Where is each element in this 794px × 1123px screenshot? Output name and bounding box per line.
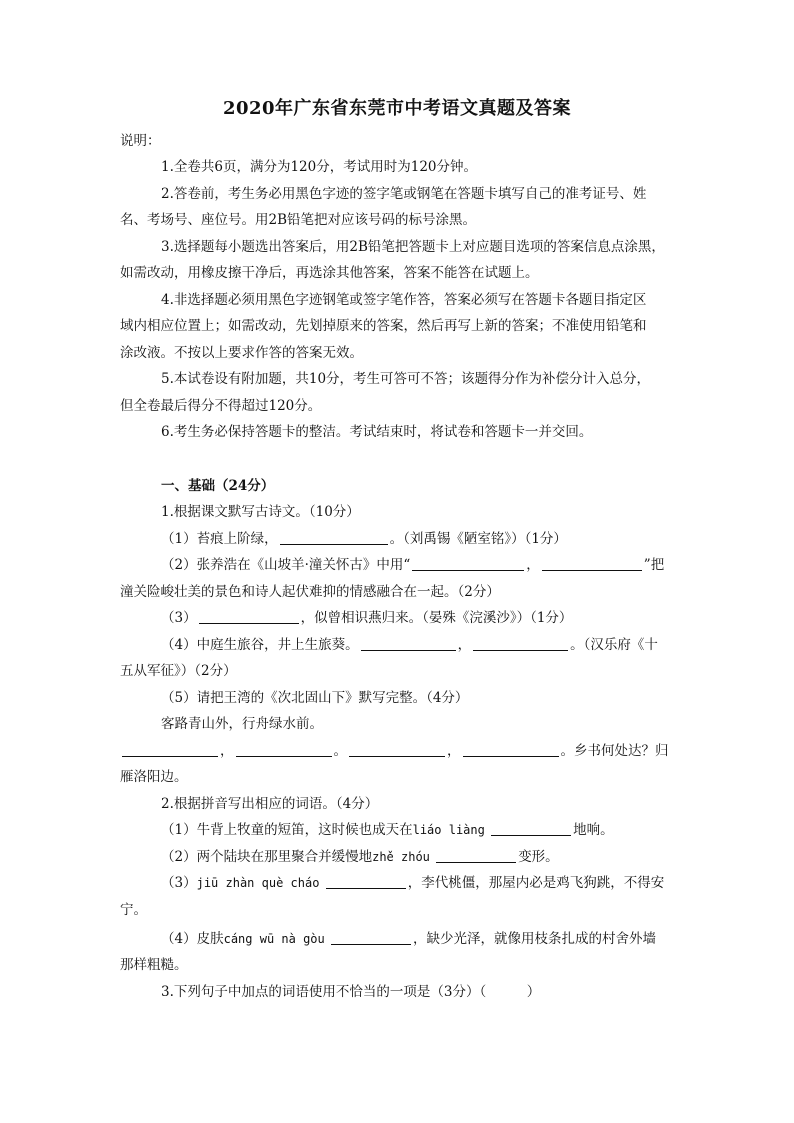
pinyin: liáo liàng — [412, 823, 485, 837]
page-title: 2020年广东省东莞市中考语文真题及答案 — [222, 98, 572, 119]
punct: ， — [457, 637, 472, 653]
intro-line: 1.全卷共6页，满分为120分，考试用时为120分钟。 — [161, 159, 478, 175]
q1-part2-tail: ”把 — [643, 557, 665, 573]
intro-line: 如需改动，用橡皮擦干净后，再选涂其他答案，答案不能答在试题上。 — [120, 265, 539, 281]
punct: ， — [220, 743, 234, 759]
intro-line: 但全卷最后得分不得超过120分。 — [120, 398, 322, 414]
q2-part4 — [161, 929, 674, 949]
question-stem: 1.根据课文默写古诗文。（10分） — [161, 504, 360, 520]
answer-blank[interactable] — [361, 636, 456, 651]
q2-part2 — [161, 847, 674, 867]
answer-blank[interactable] — [280, 530, 388, 545]
q2-part1-text: （1）牛背上牧童的短笛，这时候也成天在 — [161, 822, 413, 838]
q1-part5-blanks — [120, 741, 674, 761]
q2-part3-text: ，李代桃僵，那屋内必是鸡飞狗跳，不得安 — [407, 875, 665, 891]
pinyin: jiū zhàn què cháo — [196, 876, 320, 890]
answer-blank[interactable] — [199, 609, 299, 624]
q2-part2-tail: 变形。 — [518, 849, 559, 865]
intro-line: 名、考场号、座位号。用2B铅笔把对应该号码的标号涂黑。 — [120, 212, 477, 228]
q1-part5-given: 客路青山外，行舟绿水前。 — [161, 716, 323, 732]
q2-part4-tail: ，缺少光泽，就像用枝条扎成的村舍外墙 — [413, 931, 657, 947]
q1-part2 — [161, 555, 674, 575]
answer-blank[interactable] — [236, 742, 332, 757]
pinyin: cáng wū nà gòu — [223, 932, 325, 946]
q1-part3-text: ，似曾相识燕归来。（晏殊《浣溪沙》）（1分） — [300, 610, 573, 626]
question-stem: 2.根据拼音写出相应的词语。（4分） — [161, 796, 379, 812]
answer-blank[interactable] — [331, 930, 411, 945]
answer-blank[interactable] — [473, 636, 568, 651]
q2-part4-text: （4）皮肤 — [161, 931, 224, 947]
answer-blank[interactable] — [412, 556, 524, 571]
punct: ， — [447, 743, 461, 759]
intro-line: 5.本试卷设有附加题，共10分，考生可答可不答；该题得分作为补偿分计入总分， — [161, 371, 651, 387]
intro-heading: 说明： — [120, 133, 161, 149]
intro-line: 4.非选择题必须用黑色字迹钢笔或签字笔作答，答案必须写在答题卡各题目指定区 — [161, 292, 647, 308]
q1-part5: （5）请把王湾的《次北固山下》默写完整。（4分） — [161, 690, 469, 706]
answer-blank[interactable] — [542, 556, 642, 571]
q1-part3-num: （3） — [161, 610, 197, 626]
answer-blank[interactable] — [463, 742, 559, 757]
q1-part4 — [161, 635, 674, 655]
q1-part4-text: （4）中庭生旅谷，井上生旅葵。 — [161, 637, 359, 653]
q2-part4-cont: 那样粗糙。 — [120, 957, 188, 973]
q2-part3 — [161, 873, 674, 893]
q1-part4-source: 。（汉乐府《十 — [570, 637, 658, 653]
question-stem: 3.下列句子中加点的词语使用不恰当的一项是（3分）（ ） — [161, 984, 541, 1000]
q1-part1-source: 。（刘禹锡《陋室铭》）（1分） — [389, 531, 567, 547]
q2-part1-tail: 地响。 — [573, 822, 614, 838]
answer-blank[interactable] — [349, 742, 445, 757]
q2-part3-cont: 宁。 — [120, 902, 147, 918]
intro-line: 6.考生务必保持答题卡的整洁。考试结束时，将试卷和答题卡一并交回。 — [161, 424, 593, 440]
intro-line: 2.答卷前，考生务必用黑色字迹的签字笔或钢笔在答题卡填写自己的准考证号、姓 — [161, 186, 647, 202]
q1-part4-cont: 五从军征》）（2分） — [120, 663, 237, 679]
q1-part1 — [161, 529, 674, 549]
q2-part1 — [161, 820, 674, 840]
intro-line: 3.选择题每小题选出答案后，用2B铅笔把答题卡上对应题目选项的答案信息点涂黑， — [161, 239, 665, 255]
q1-part3 — [161, 608, 674, 628]
punct: 。 — [333, 743, 347, 759]
q2-part2-text: （2）两个陆块在那里聚合并缓慢地 — [161, 849, 373, 865]
pinyin: zhě zhóu — [372, 850, 430, 864]
intro-line: 涂改液。不按以上要求作答的答案无效。 — [120, 345, 363, 361]
answer-blank[interactable] — [122, 742, 218, 757]
q1-part1-text: （1）苔痕上阶绿， — [161, 531, 278, 547]
section-heading: 一、基础（24分） — [161, 478, 275, 494]
q1-part5-tail: 。乡书何处达？归 — [560, 743, 669, 759]
answer-blank[interactable] — [491, 821, 571, 836]
intro-line: 域内相应位置上；如需改动，先划掉原来的答案，然后再写上新的答案；不准使用铅笔和 — [120, 318, 647, 334]
q1-part2-text: （2）张养浩在《山坡羊·潼关怀古》中用“ — [161, 557, 411, 573]
punct: ， — [526, 557, 540, 573]
q1-part2-cont: 潼关险峻壮美的景色和诗人起伏难抑的情感融合在一起。（2分） — [120, 584, 500, 600]
answer-blank[interactable] — [436, 848, 516, 863]
q2-part3-num: （3） — [161, 875, 197, 891]
answer-blank[interactable] — [326, 874, 406, 889]
q1-part5-cont: 雁洛阳边。 — [120, 769, 188, 785]
